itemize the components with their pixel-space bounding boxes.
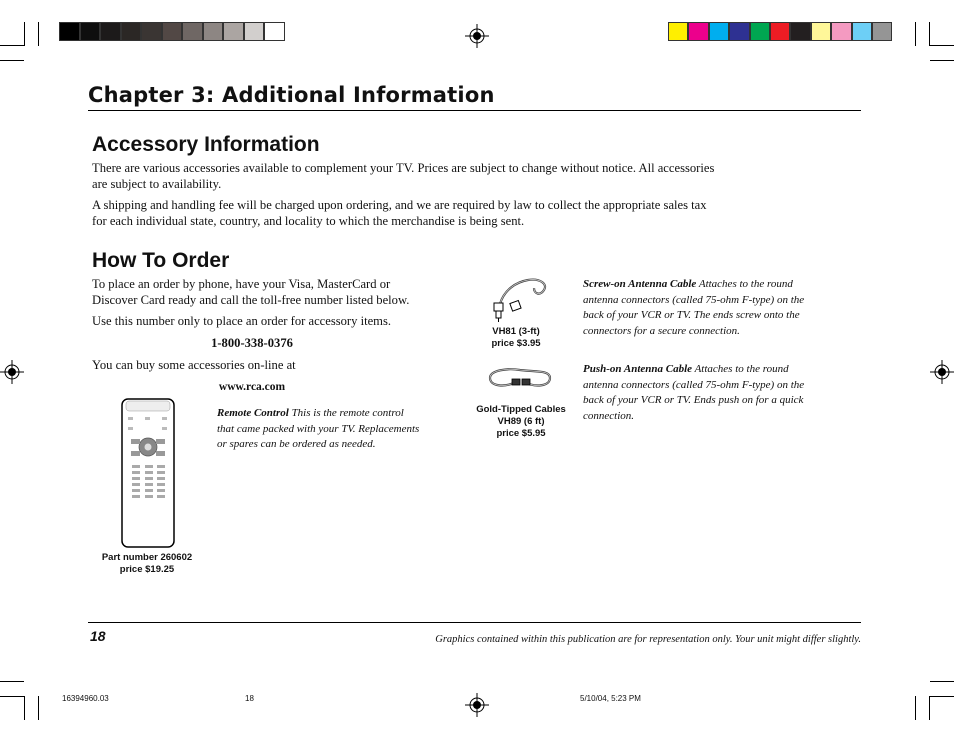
color-swatch [223, 22, 244, 41]
cable2-desc-text: Attaches to the round antenna connectors (called 75-ohm F-type) on the back of your VCR or TV. Ends push on for a quick connection. [583, 363, 805, 422]
remote-name: Remote Control [217, 407, 289, 419]
color-swatch [203, 22, 224, 41]
color-swatch [831, 22, 851, 41]
crop-mark [0, 681, 24, 682]
slug-page: 18 [245, 694, 254, 703]
color-swatch [182, 22, 203, 41]
color-swatch [100, 22, 121, 41]
order-paragraph-1: To place an order by phone, have your Visa, MasterCard or Discover Card ready and call the toll-free number listed below. [92, 277, 410, 307]
slug-doc-id: 16394960.03 [62, 694, 109, 703]
footer-disclaimer: Graphics contained within this publication are for representation only. Your unit might differ slightly. [435, 634, 861, 645]
crop-mark [929, 696, 930, 720]
remote-desc-text: This is the remote control that came packed with your TV. Replacements or spares can be ordered as needed. [217, 407, 420, 450]
crop-mark [24, 22, 25, 46]
cable2-price: price $5.95 [496, 428, 546, 439]
cable1-price: price $3.95 [491, 338, 541, 349]
crop-mark [930, 681, 954, 682]
slug-date: 5/10/04, 5:23 PM [580, 694, 641, 703]
crop-mark [0, 696, 24, 697]
page-number: 18 [90, 628, 106, 644]
color-swatch [264, 22, 285, 41]
crop-mark [930, 696, 954, 697]
color-swatch [729, 22, 749, 41]
color-swatch [811, 22, 831, 41]
cable1-description [583, 277, 821, 339]
color-swatch [141, 22, 162, 41]
crop-mark [930, 45, 954, 46]
remote-caption [92, 552, 202, 576]
crop-mark [38, 22, 39, 46]
color-swatch [852, 22, 872, 41]
crop-mark [0, 45, 24, 46]
color-swatch [770, 22, 790, 41]
crop-mark [0, 60, 24, 61]
chapter-rule [88, 110, 861, 111]
color-swatch [121, 22, 142, 41]
order-paragraph-3: You can buy some accessories on-line at [92, 358, 296, 372]
remote-part-number: Part number 260602 [101, 552, 193, 563]
color-swatch [688, 22, 708, 41]
registration-mark-icon [465, 693, 489, 717]
crop-mark [38, 696, 39, 720]
color-swatch [790, 22, 810, 41]
push-on-cable-icon [486, 362, 554, 394]
remote-description [217, 406, 422, 453]
accessory-paragraph-2: A shipping and handling fee will be charged upon ordering, and we are required by law to collect the appropriate sales tax for each individual state, country, and locality to which the merchandise is being sent. [92, 198, 707, 228]
cable2-caption [466, 404, 576, 440]
cable1-model: VH81 (3-ft) [492, 326, 540, 337]
registration-mark-icon [0, 360, 24, 384]
cable1-desc-text: Attaches to the round antenna connectors (called 75-ohm F-type) on the back of your VCR or TV. The ends screw onto the connectors for a secure connection. [583, 278, 805, 337]
order-phone-number: 1-800-338-0376 [211, 336, 293, 350]
color-swatch [80, 22, 101, 41]
registration-mark-icon [930, 360, 954, 384]
color-swatch [709, 22, 729, 41]
order-website-link[interactable]: www.rca.com [218, 381, 286, 393]
crop-mark [915, 696, 916, 720]
crop-mark [915, 22, 916, 46]
remote-price: price $19.25 [119, 564, 175, 575]
crop-mark [929, 22, 930, 46]
cable2-model: VH89 (6 ft) [497, 416, 545, 427]
order-heading: How To Order [92, 249, 230, 272]
cable1-name: Screw-on Antenna Cable [583, 278, 697, 290]
color-swatch [750, 22, 770, 41]
remote-control-icon [120, 397, 176, 549]
color-swatch [244, 22, 265, 41]
accessory-paragraph-1: There are various accessories available to complement your TV. Prices are subject to change without notice. All accessories are subject to availability. [92, 161, 715, 191]
chapter-title: Chapter 3: Additional Information [88, 83, 495, 107]
color-swatch [872, 22, 892, 41]
crop-mark [930, 60, 954, 61]
screw-on-cable-icon [486, 276, 550, 324]
color-swatch [668, 22, 688, 41]
footer-rule [88, 622, 861, 623]
accessory-heading: Accessory Information [92, 133, 320, 156]
crop-mark [24, 696, 25, 720]
cable2-description [583, 362, 821, 424]
color-swatch [59, 22, 80, 41]
order-paragraph-2: Use this number only to place an order for accessory items. [92, 314, 392, 328]
cable2-name: Push-on Antenna Cable [583, 363, 693, 375]
registration-mark-icon [465, 24, 489, 48]
color-swatch [162, 22, 183, 41]
cable2-title: Gold-Tipped Cables [476, 404, 566, 415]
cable1-caption [474, 326, 558, 350]
